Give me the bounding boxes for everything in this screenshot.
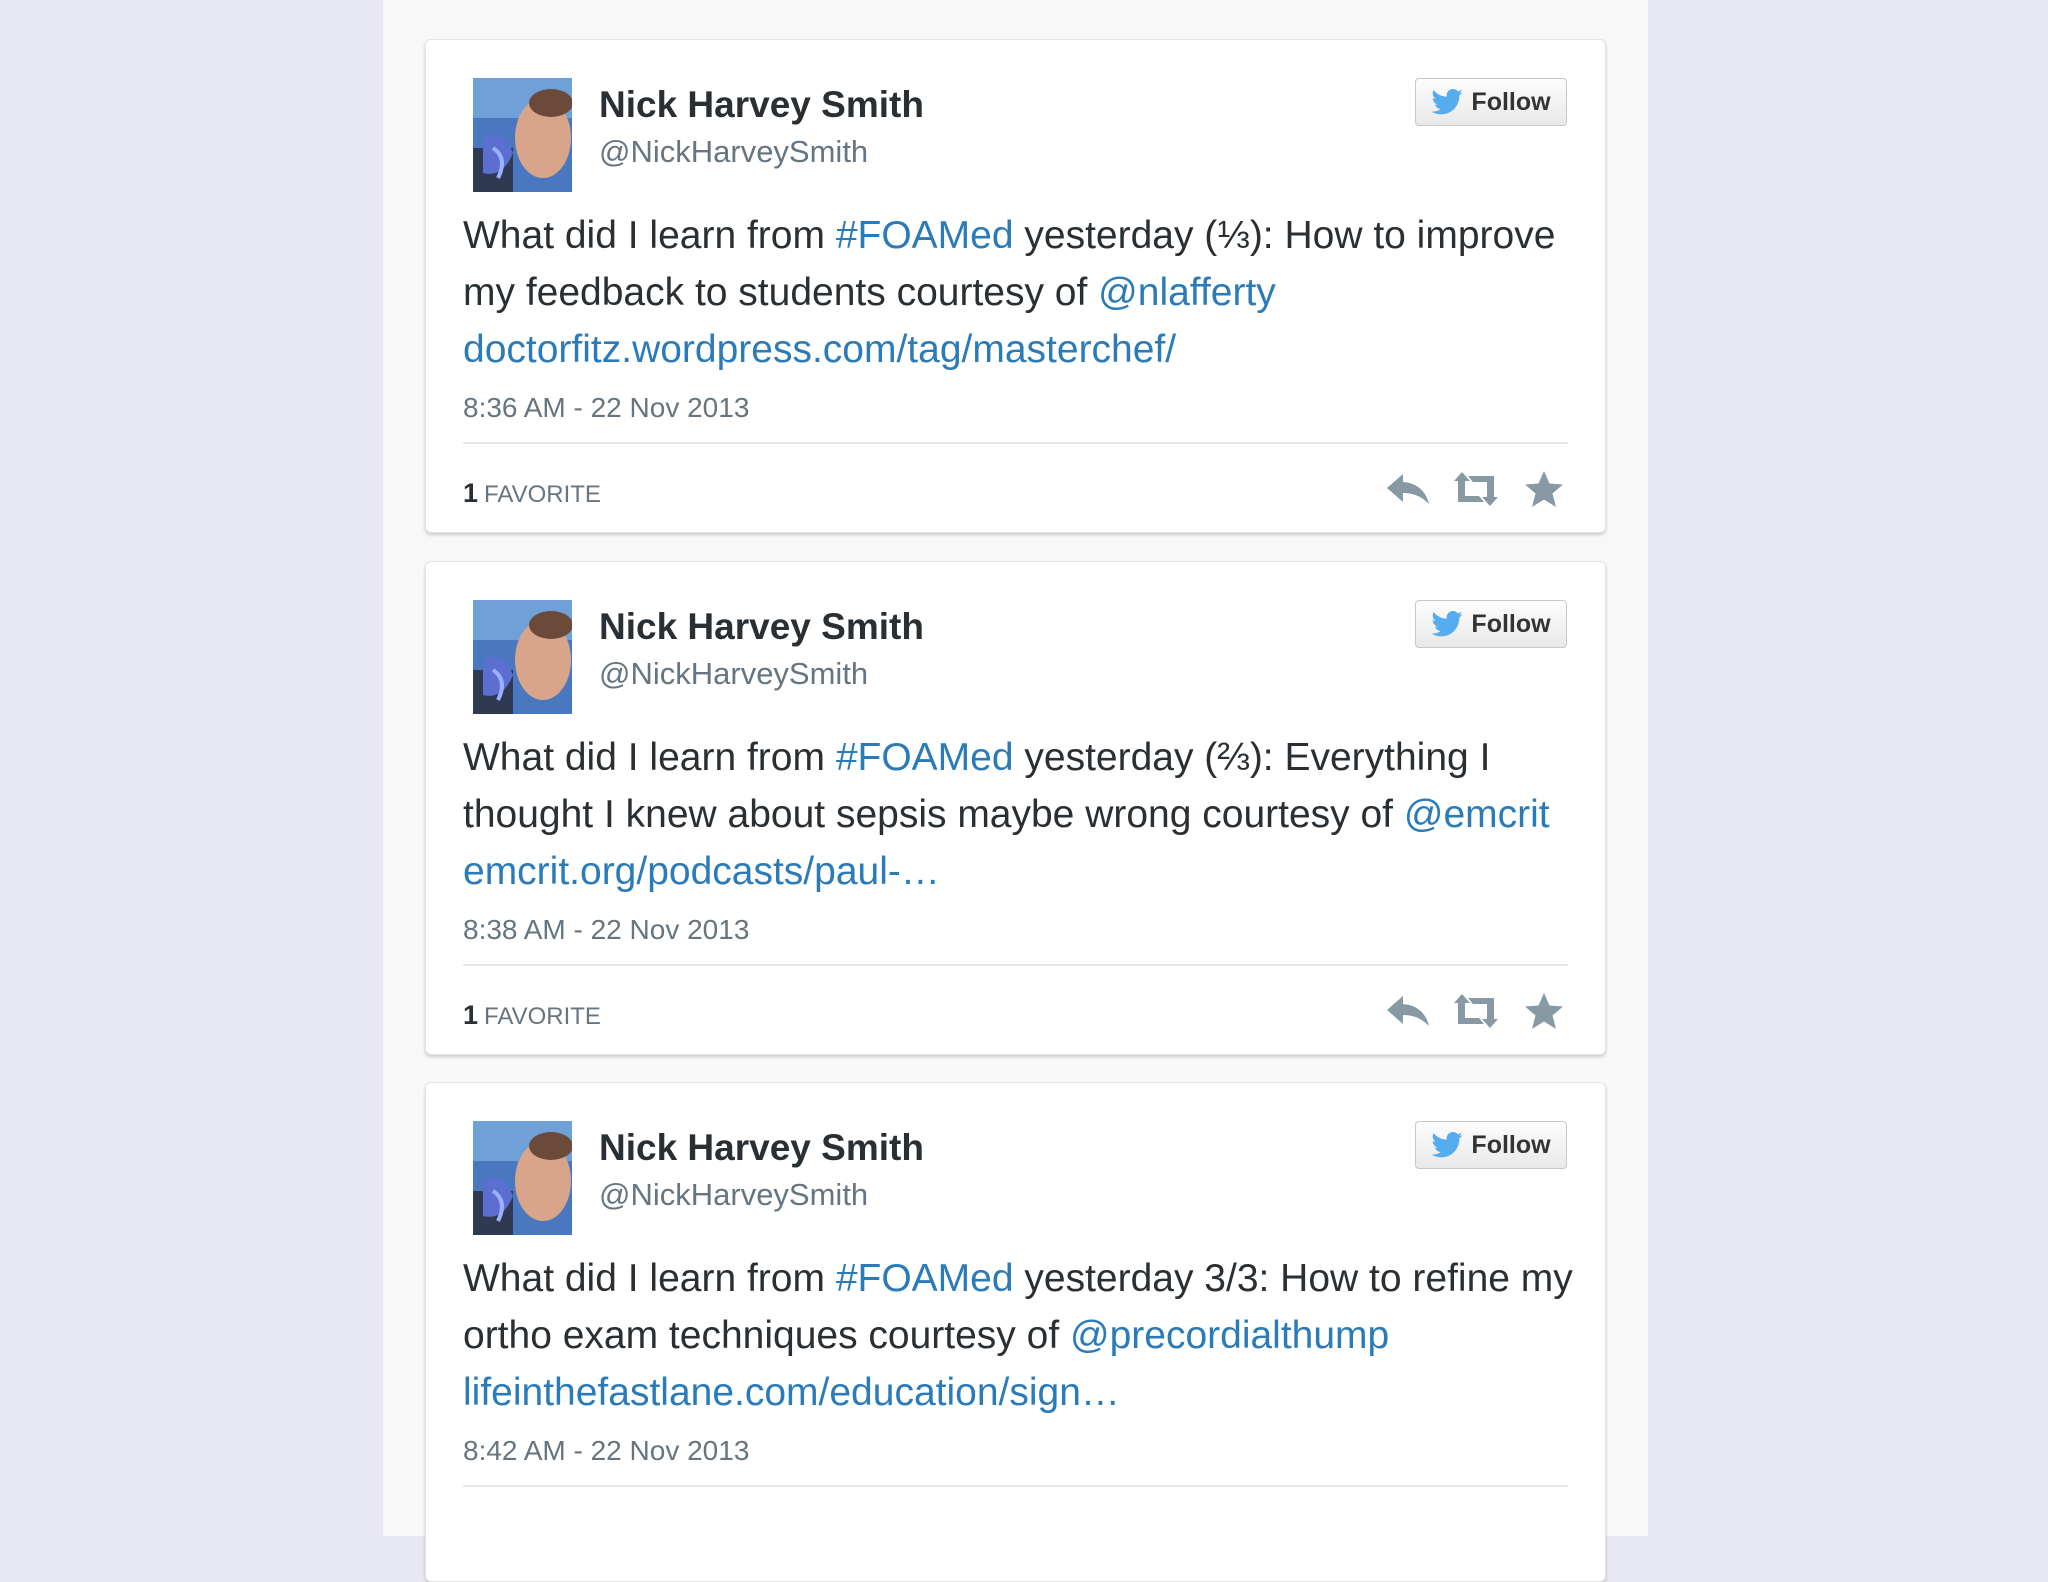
favorite-count-label: FAVORITE [484,1003,601,1030]
tweet-text-part: yesterday (⅓): How to improve my feedback to students courtesy of [463,214,1556,314]
hashtag-link[interactable]: #FOAMed [835,736,1014,779]
author-name[interactable]: Nick Harvey Smith [599,606,924,647]
twitter-bird-icon [1431,611,1463,637]
embedded-tweet [425,39,1606,533]
divider [463,964,1568,966]
url-link[interactable]: lifeinthefastlane.com/education/sign… [463,1371,1120,1414]
tweet-actions [1385,990,1567,1032]
retweet-icon[interactable] [1453,990,1499,1032]
url-link[interactable]: emcrit.org/podcasts/paul-… [463,850,940,893]
tweet-text [463,207,1583,378]
tweet-text-part: yesterday (⅔): Everything I thought I knew about sepsis maybe wrong courtesy of [463,736,1491,836]
mention-link[interactable]: @nlafferty [1098,271,1276,314]
avatar[interactable] [473,1121,572,1235]
reply-icon[interactable] [1385,990,1431,1032]
tweet-timestamp[interactable]: 8:42 AM - 22 Nov 2013 [463,1435,750,1466]
author-name[interactable]: Nick Harvey Smith [599,84,924,125]
favorite-star-icon[interactable] [1521,990,1567,1032]
divider [463,1485,1568,1487]
tweet-actions [1385,468,1567,510]
follow-button[interactable] [1415,600,1567,648]
follow-label: Follow [1471,87,1551,116]
embedded-tweet [425,561,1606,1055]
favorite-count[interactable] [463,1000,601,1031]
favorite-count-number: 1 [463,1000,479,1030]
hashtag-link[interactable]: #FOAMed [835,1257,1014,1300]
tweet-text-part: yesterday 3/3: How to refine my ortho exam techniques courtesy of [463,1257,1573,1357]
hashtag-link[interactable]: #FOAMed [835,214,1014,257]
reply-icon[interactable] [1385,468,1431,510]
avatar[interactable] [473,78,572,192]
mention-link[interactable]: @emcrit [1403,793,1550,836]
tweet-text-part: What did I learn from [463,1257,836,1300]
url-link[interactable]: doctorfitz.wordpress.com/tag/masterchef/ [463,328,1177,371]
divider [463,442,1568,444]
follow-label: Follow [1471,1130,1551,1159]
tweet-text-part: What did I learn from [463,736,836,779]
favorite-count-label: FAVORITE [484,481,601,508]
author-name[interactable]: Nick Harvey Smith [599,1127,924,1168]
tweet-timestamp[interactable]: 8:38 AM - 22 Nov 2013 [463,914,750,945]
author-handle[interactable]: @NickHarveySmith [599,134,869,169]
tweet-text [463,1250,1583,1421]
follow-button[interactable] [1415,1121,1567,1169]
author-handle[interactable]: @NickHarveySmith [599,656,869,691]
favorite-count[interactable] [463,478,601,509]
mention-link[interactable]: @precordialthump [1070,1314,1390,1357]
twitter-bird-icon [1431,89,1463,115]
tweet-text-part: What did I learn from [463,214,836,257]
tweet-column [383,0,1648,1536]
follow-label: Follow [1471,609,1551,638]
embedded-tweet [425,1082,1606,1582]
follow-button[interactable] [1415,78,1567,126]
tweet-timestamp[interactable]: 8:36 AM - 22 Nov 2013 [463,392,750,423]
avatar[interactable] [473,600,572,714]
favorite-star-icon[interactable] [1521,468,1567,510]
favorite-count-number: 1 [463,478,479,508]
tweet-text [463,729,1583,900]
retweet-icon[interactable] [1453,468,1499,510]
twitter-bird-icon [1431,1132,1463,1158]
author-handle[interactable]: @NickHarveySmith [599,1177,869,1212]
